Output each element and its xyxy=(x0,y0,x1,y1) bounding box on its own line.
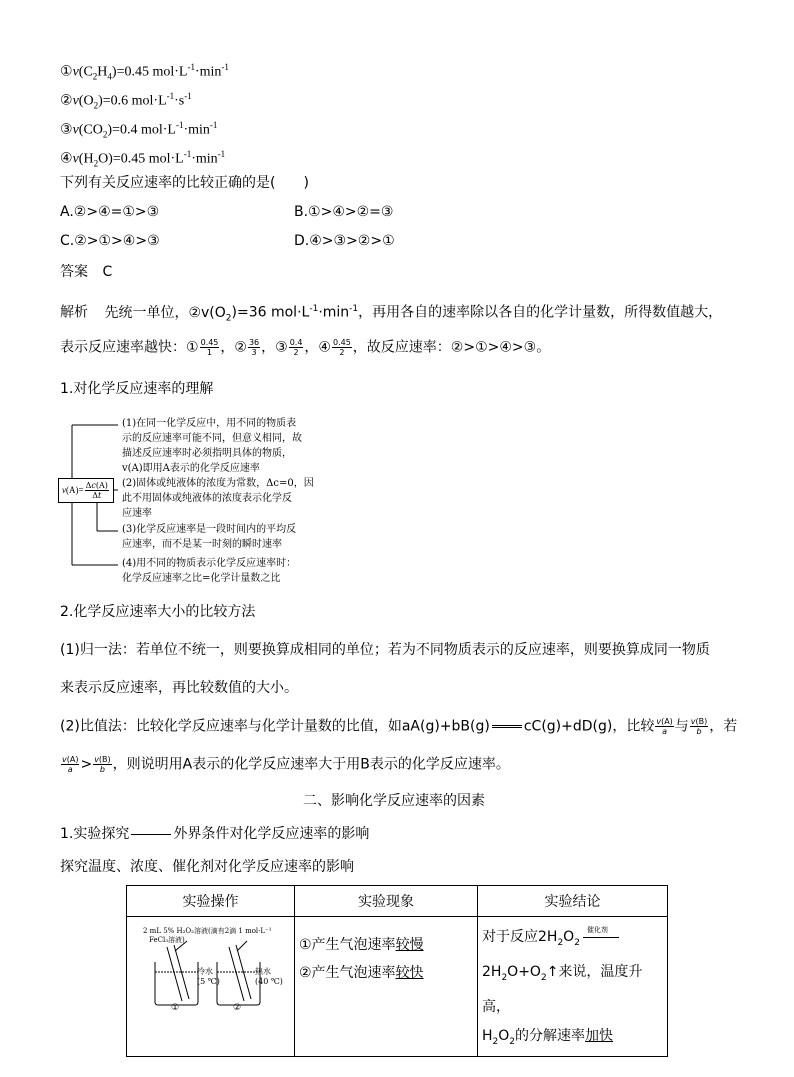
answer-label: 答案 xyxy=(60,264,88,280)
question-text: 下列有关反应速率的比较正确的是( ) xyxy=(60,175,309,191)
analysis-line-2: 表示反应速率越快：① $\frac{0.45}{1}$ ，② $\frac{36}{3}$ ，③ $\frac{0.4}{2}$ ，④ $\frac{0.45}{2}$ ，故反应速率：②>①>④>③。 xyxy=(60,338,551,357)
table-header: 实验结论 xyxy=(478,886,668,917)
option-3: $③v(CO_2)=0.4$ $mol\cdot L^{-1}\cdot\min^{-1}$ xyxy=(60,120,218,140)
rate-formula: v(A)= $\frac{\Delta c(A)}{\Delta t}$ xyxy=(58,478,114,503)
fraction: $\frac{0.45}{1}$ xyxy=(200,338,219,357)
phenomenon-1: ①产生气泡速率较慢 xyxy=(299,937,424,953)
analysis-line-1: 解析 先统一单位，$②v(O_2)=36$ $mol\cdot L^{-1}\cdot\min^{-1}$，再用各自的速率除以各自的化学计量数，所得数值越大， xyxy=(60,304,723,324)
table-header-row xyxy=(127,886,668,917)
table-header: 实验操作 xyxy=(127,886,295,917)
diagram-item-4: (4)用不同的物质表示化学反应速率时： 化学反应速率之比=化学计量数之比 xyxy=(122,558,297,584)
option-1: $①v(C_2H_4)=0.45$ $mol\cdot L^{-1}\cdot\min^{-1}$ xyxy=(60,62,229,82)
diagram-item-2: (2)固体或纯液体的浓度为常数，Δc=0，因 此不用固体或纯液体的浓度表示化学反 应速率 xyxy=(122,478,314,519)
choice-c: C.②>①>④>③ xyxy=(60,233,160,249)
section-2-title: 2.化学反应速率大小的比较方法 xyxy=(60,604,256,620)
phenomenon-2: ②产生气泡速率较快 xyxy=(299,965,424,981)
fraction: $\frac{v(A)}{a}$ xyxy=(62,755,79,774)
cold-water-label: 冷水 (5 ℃) xyxy=(197,967,220,986)
heading-factors: 二、影响化学反应速率的因素 xyxy=(303,793,485,809)
beaker-2-number: ② xyxy=(233,1003,242,1013)
section-1-title: 1.对化学反应速率的理解 xyxy=(60,381,214,397)
conclusion-cell xyxy=(478,917,668,1057)
table-row xyxy=(127,917,668,1057)
equilibrium-sign xyxy=(492,725,522,728)
option-2: $②v(O_2)=0.6$ $mol\cdot L^{-1}\cdot s^{-1}$ xyxy=(60,91,192,111)
fraction: $\frac{v(B)}{b}$ xyxy=(94,755,111,774)
diagram-item-1: (1)在同一化学反应中，用不同的物质表 示的反应速率可能不同，但意义相同，故 描述反应速率时必须指明具体的物质， v(A)即用A表示的化学反应速率 xyxy=(122,418,302,474)
method-1-line-1: (1)归一法：若单位不统一，则要换算成相同的单位；若为不同物质表示的反应速率，则要换算成同一物质 xyxy=(60,642,710,658)
conclusion-3: $H_2O_2$的分解速率加快 xyxy=(482,1027,614,1047)
figure-caption: 2 mL 5% H₂O₂溶液(滴有2滴 1 mol·L⁻¹ FeCl₃溶液) xyxy=(143,927,272,944)
fraction: $\frac{v(A)}{a}$ xyxy=(656,717,673,736)
choice-d: D.④>③>②>① xyxy=(294,233,395,249)
hot-water-label: 热水 (40 ℃) xyxy=(255,967,283,986)
conclusion-2: $2H_2O+O_2↑$来说，温度升高， xyxy=(482,963,643,1015)
option-4: $④v(H_2O)=0.45$ $mol\cdot L^{-1}\cdot\min^{-1}$ xyxy=(60,149,226,169)
fraction: $\frac{0.45}{2}$ xyxy=(332,338,351,357)
choice-b: B.①>④>②=③ xyxy=(294,204,394,220)
method-1-line-2: 来表示反应速率，再比较数值的大小。 xyxy=(60,680,298,696)
subsection-1-desc: 探究温度、浓度、催化剂对化学反应速率的影响 xyxy=(60,859,354,875)
beaker-1-number: ① xyxy=(171,1003,180,1013)
choice-a: A.②>④=①>③ xyxy=(60,204,160,220)
diagram-item-3: (3)化学反应速率是一段时间内的平均反 应速率，而不是某一时刻的瞬时速率 xyxy=(122,524,297,550)
fraction: $\frac{0.4}{2}$ xyxy=(289,338,303,357)
answer-value: C xyxy=(102,264,113,280)
dash xyxy=(131,834,171,835)
conclusion-1: 对于反应$2H_2O_2$ 催化剂 xyxy=(482,923,667,958)
phenomenon-cell xyxy=(295,917,478,1057)
fraction: $\frac{36}{3}$ xyxy=(248,338,260,357)
subsection-1: 1.实验探究 外界条件对化学反应速率的影响 xyxy=(60,826,370,842)
fraction: $\frac{v(B)}{b}$ xyxy=(690,717,708,736)
experiment-figure-cell xyxy=(127,917,295,1057)
method-2-line-2: $\frac{v(A)}{a}$ > $\frac{v(B)}{b}$ ，则说明用A表示的化学反应速率大于用B表示的化学反应速率。 xyxy=(62,755,510,774)
experiment-table xyxy=(126,885,668,1057)
method-2-line-1: (2)比值法：比较化学反应速率与化学计量数的比值，如aA(g)+bB(g) cC(g)+dD(g)，比较 $\frac{v(A)}{a}$ 与 $\frac{v(B)}{b}$ ，若 xyxy=(60,717,738,736)
table-header: 实验现象 xyxy=(295,886,478,917)
